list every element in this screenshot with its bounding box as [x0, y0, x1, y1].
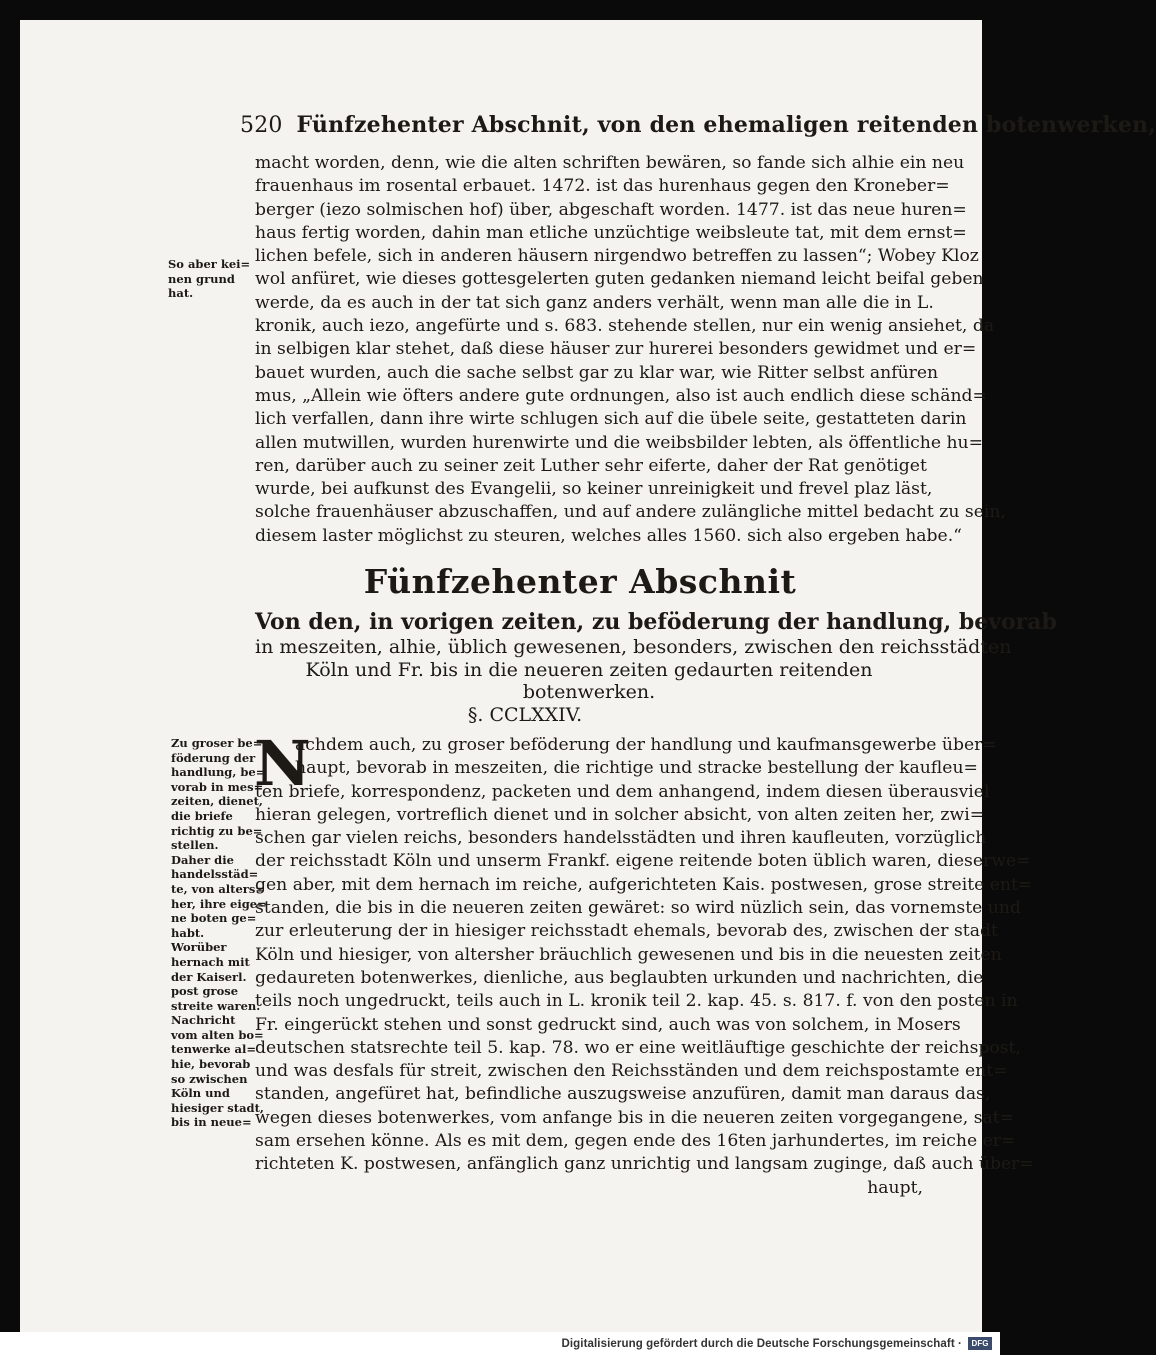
margin-note-line: hie, bevorab	[171, 1057, 251, 1072]
margin-note-line: föderung der	[171, 750, 256, 765]
margin-note-line: vorab in mes=	[171, 779, 264, 794]
subtitle-line: Von den, in vorigen zeiten, zu beföderung der handlung, bevorab	[255, 609, 1057, 635]
footer-band	[0, 1332, 1000, 1355]
text-line: Köln und hiesiger, von altersher bräuchlich gewesenen und bis in die neuesten zeiten	[255, 944, 1002, 965]
margin-note-line: tenwerke al=	[171, 1042, 257, 1057]
section-subtitle	[255, 608, 1057, 704]
text-line: berger (iezo solmischen hof) über, abgeschaft worden. 1477. ist das neue huren=	[255, 199, 967, 220]
text-line: standen, die bis in die neueren zeiten gewäret: so wird nüzlich sein, das vornemste und	[255, 898, 1021, 919]
text-line: wol anfüret, wie dieses gottesgelerten guten gedanken niemand leicht beifal geben	[255, 269, 984, 290]
text-line: gen aber, mit dem hernach im reiche, aufgerichteten Kais. postwesen, grose streite ent=	[255, 874, 1033, 895]
text-line: frauenhaus im rosental erbauet. 1472. ist das hurenhaus gegen den Kroneber=	[255, 176, 950, 197]
text-line: haus fertig worden, dahin man etliche unzüchtige weibsleute tat, mit dem ernst=	[255, 222, 967, 243]
margin-note-line: streite waren.	[171, 998, 261, 1013]
text-line: kronik, auch iezo, angefürte und s. 683. stehende stellen, nur ein wenig ansiehet, da	[255, 316, 995, 337]
margin-note-line: handlung, be=	[171, 765, 266, 780]
text-line: zur erleuterung der in hiesiger reichsstadt ehemals, bevorab des, zwischen der stadt	[255, 921, 998, 942]
text-line: schen gar vielen reichs, besonders handelsstädten und ihren kaufleuten, vorzüglich	[255, 828, 987, 849]
text-line: lich verfallen, dann ihre wirte schlugen sich auf die übele seite, gestatteten darin	[255, 409, 967, 430]
text-line: in selbigen klar stehet, daß diese häuser zur hurerei besonders gewidmet und er=	[255, 339, 977, 360]
footer-separator: ·	[954, 1337, 962, 1350]
margin-note-line: richtig zu be=	[171, 823, 263, 838]
text-line: deutschen statsrechte teil 5. kap. 78. wo er eine weitläuftige geschichte der reichspost,	[255, 1037, 1021, 1058]
text-line: haupt, bevorab in meszeiten, die richtige und stracke bestellung der kaufleu=	[295, 758, 978, 779]
margin-note-line: die briefe	[171, 808, 233, 823]
upper-text-block	[255, 152, 1006, 548]
margin-note-line: hat.	[168, 286, 194, 301]
text-line: und was desfals für streit, zwischen den Reichsständen und dem reichspostamte ent=	[255, 1061, 1008, 1082]
text-line: allen mutwillen, wurden hurenwirte und die weibsbilder lebten, als öffentliche hu=	[255, 432, 983, 453]
text-line: Fr. eingerückt stehen und sonst gedruckt sind, auch was von solchem, in Mosers	[255, 1014, 961, 1035]
text-line: richteten K. postwesen, anfänglich ganz unrichtig und langsam zuginge, daß auch über=	[255, 1154, 1034, 1175]
catchword: haupt,	[867, 1177, 923, 1198]
text-line: ren, darüber auch zu seiner zeit Luther sehr eiferte, daher der Rat genötiget	[255, 455, 927, 476]
margin-note-line: Köln und	[171, 1086, 230, 1101]
margin-note-line: hernach mit	[171, 954, 250, 969]
margin-note-line: so zwischen	[171, 1071, 248, 1086]
subtitle-line: botenwerken.	[522, 681, 656, 703]
text-line: wegen dieses botenwerkes, vom anfange bis in die neueren zeiten vorgegangene, sat=	[255, 1107, 1015, 1128]
text-line: ten briefe, korrespondenz, packeten und dem anhangend, indem diesen überausviel	[255, 781, 990, 802]
margin-note-line: Zu groser be=	[171, 736, 263, 750]
text-line: werde, da es auch in der tat sich ganz anders verhält, wenn man alle die in L.	[255, 292, 934, 313]
main-text-block	[254, 727, 1034, 1200]
margin-note-upper	[168, 257, 254, 301]
subtitle-line: in meszeiten, alhie, üblich gewesenen, besonders, zwischen den reichsstädten	[255, 636, 1012, 658]
text-line: macht worden, denn, wie die alten schriften bewären, so fande sich alhie ein neu	[255, 153, 965, 173]
text-line: standen, angefüret hat, befindliche auszugsweise anzufüren, damit man daraus das,	[255, 1084, 991, 1105]
dfg-logo: DFG	[968, 1337, 992, 1350]
margin-note-line: nen grund	[168, 271, 235, 286]
margin-note-line: zeiten, dienet,	[171, 794, 263, 809]
margin-note-line: Daher die	[171, 852, 234, 867]
text-line: der reichsstadt Köln und unserm Frankf. eigene reitende boten üblich waren, dieserwe=	[255, 851, 1031, 872]
text-line: gedaureten botenwerkes, dienliche, aus beglaubten urkunden und nachrichten, die	[255, 967, 984, 988]
margin-note-lower	[171, 736, 267, 1130]
section-title: Fünfzehenter Abschnit	[363, 562, 797, 601]
margin-note-line: vom alten bo=	[171, 1027, 264, 1042]
text-line: diesem laster möglichst zu steuren, welches alles 1560. sich also ergeben habe.“	[255, 525, 962, 546]
text-line: wurde, bei aufkunst des Evangelii, so keiner unreinigkeit und frevel plaz läst,	[255, 479, 933, 500]
paragraph-mark: §. CCLXXIV.	[467, 704, 583, 726]
margin-note-line: te, von alters=	[171, 881, 265, 896]
text-line: hieran gelegen, vortreflich dienet und in solcher absicht, von alten zeiten her, zwi=	[255, 804, 985, 825]
margin-note-line: bis in neue=	[171, 1115, 252, 1130]
margin-note-line: stellen.	[171, 838, 219, 853]
page-number: 520	[240, 113, 283, 138]
margin-note-line: Worüber	[171, 940, 227, 955]
subtitle-line: Köln und Fr. bis in die neueren zeiten gedaurten reitenden	[305, 658, 873, 681]
text-line: lichen befele, sich in anderen häusern nirgendwo betreffen zu lassen“; Wobey Kloz	[255, 246, 979, 267]
drop-capital: N	[254, 727, 311, 800]
margin-note-line: der Kaiserl.	[171, 969, 247, 984]
text-line: mus, „Allein wie öfters andere gute ordnungen, also ist auch endlich diese schänd=	[255, 385, 987, 406]
running-header	[240, 112, 1156, 138]
margin-note-line: habt.	[171, 925, 205, 940]
text-line: achdem auch, zu groser beföderung der handlung und kaufmansgewerbe über=	[295, 735, 997, 755]
text-line: teils noch ungedruckt, teils auch in L. kronik teil 2. kap. 45. s. 817. f. von den posten in	[255, 991, 1018, 1012]
footer-credit: Digitalisierung gefördert durch die Deutsche Forschungsgemeinschaft	[561, 1337, 955, 1350]
margin-note-line: ne boten ge=	[171, 911, 257, 926]
header-title: Fünfzehenter Abschnit, von den ehemaligen reitenden botenwerken,	[296, 112, 1156, 138]
margin-note-line: Nachricht	[171, 1013, 236, 1028]
text-line: solche frauenhäuser abzuschaffen, und auf andere zulängliche mittel bedacht zu sein,	[255, 502, 1006, 523]
margin-note-line: her, ihre eige=	[171, 896, 267, 911]
margin-note-line: post grose	[171, 984, 239, 999]
text-line: sam ersehen könne. Als es mit dem, gegen ende des 16ten jarhundertes, im reiche er=	[255, 1131, 1016, 1152]
margin-note-line: hiesiger stadt,	[171, 1100, 264, 1115]
margin-note-line: handelsstäd=	[171, 867, 259, 882]
margin-note-line: So aber kei=	[168, 257, 251, 271]
text-line: bauet wurden, auch die sache selbst gar zu klar war, wie Ritter selbst anfüren	[255, 362, 939, 383]
